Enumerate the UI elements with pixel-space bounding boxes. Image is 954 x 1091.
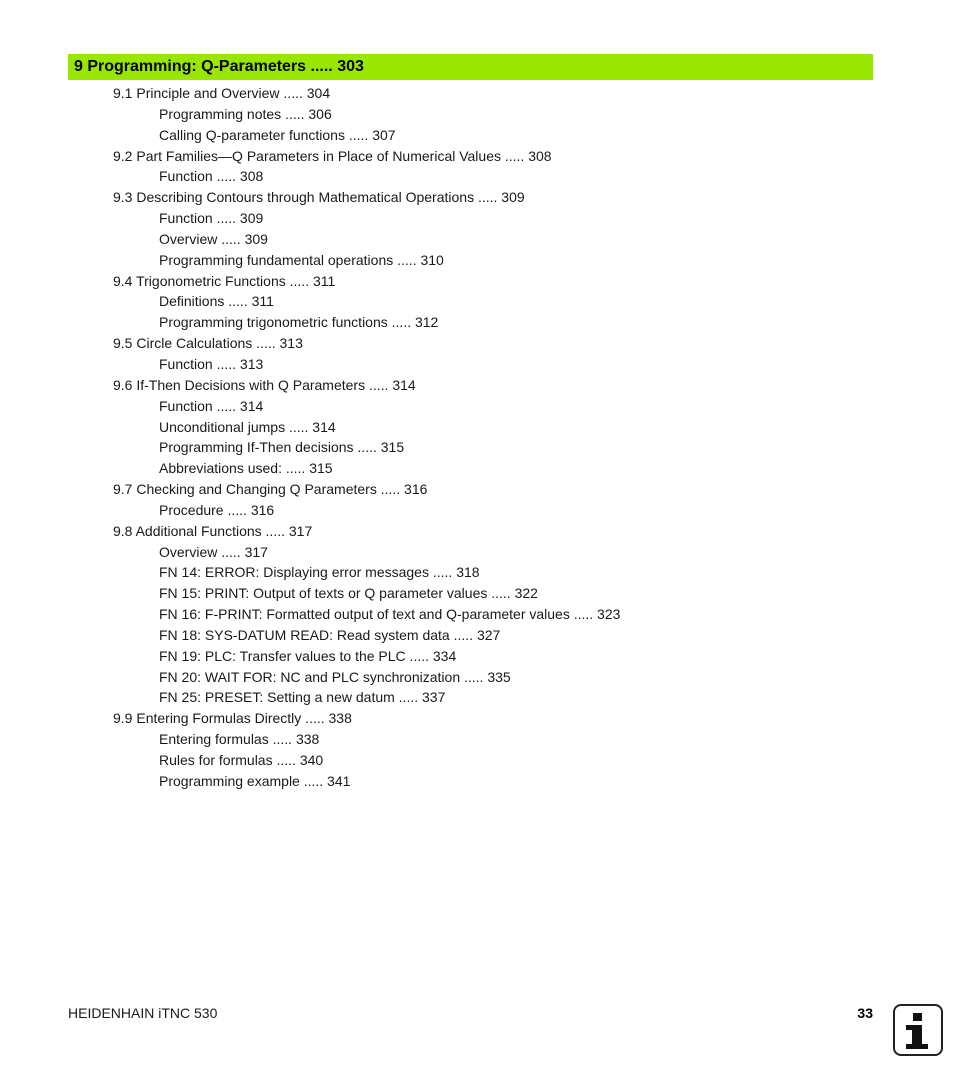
toc-subsection-entry: FN 18: SYS-DATUM READ: Read system data ..... 327 — [159, 626, 501, 643]
toc-subsection-entry: Unconditional jumps ..... 314 — [159, 418, 336, 435]
toc-subsection-entry: Calling Q-parameter functions ..... 307 — [159, 126, 396, 143]
toc-subsection-entry: Definitions ..... 311 — [159, 293, 274, 310]
toc-section-entry: 9.2 Part Families—Q Parameters in Place of Numerical Values ..... 308 — [113, 147, 552, 164]
chapter-heading-bar — [68, 54, 873, 80]
toc-subsection-entry: Overview ..... 317 — [159, 543, 268, 560]
toc-subsection-entry: FN 14: ERROR: Displaying error messages ..... 318 — [159, 564, 480, 581]
table-of-contents — [0, 83, 954, 792]
toc-subsection-entry: FN 16: F-PRINT: Formatted output of text and Q-parameter values ..... 323 — [159, 606, 621, 623]
toc-subsection-entry: Programming notes ..... 306 — [159, 105, 332, 122]
toc-subsection-entry: Programming fundamental operations ..... 310 — [159, 251, 444, 268]
toc-subsection-entry: FN 25: PRESET: Setting a new datum ..... 337 — [159, 689, 446, 706]
toc-section-entry: 9.6 If-Then Decisions with Q Parameters ..... 314 — [113, 376, 416, 393]
toc-subsection-entry: FN 20: WAIT FOR: NC and PLC synchronization ..... 335 — [159, 668, 511, 685]
info-glyph — [895, 1006, 941, 1054]
toc-subsection-entry: FN 15: PRINT: Output of texts or Q parameter values ..... 322 — [159, 585, 538, 602]
toc-subsection-entry: Rules for formulas ..... 340 — [159, 752, 324, 768]
toc-subsection-entry: Overview ..... 309 — [159, 230, 268, 247]
toc-section-entry: 9.8 Additional Functions ..... 317 — [113, 522, 313, 539]
toc-subsection-entry: Programming example ..... 341 — [159, 772, 351, 789]
info-icon — [893, 1004, 943, 1056]
toc-subsection-entry: Abbreviations used: ..... 315 — [159, 460, 333, 477]
toc-subsection-entry: Procedure ..... 316 — [159, 501, 275, 518]
toc-section-entry: 9.9 Entering Formulas Directly ..... 338 — [113, 710, 352, 727]
toc-section-entry: 9.3 Describing Contours through Mathematical Operations ..... 309 — [113, 189, 525, 206]
page-number: 33 — [857, 1005, 873, 1021]
toc-subsection-entry: Function ..... 308 — [159, 168, 264, 185]
toc-subsection-entry: Function ..... 313 — [159, 355, 264, 372]
toc-section-entry: 9.4 Trigonometric Functions ..... 311 — [113, 272, 336, 289]
toc-section-entry: 9.1 Principle and Overview ..... 304 — [113, 85, 331, 101]
footer-product-name: HEIDENHAIN iTNC 530 — [68, 1005, 218, 1021]
toc-subsection-entry: Entering formulas ..... 338 — [159, 731, 320, 748]
toc-section-entry: 9.7 Checking and Changing Q Parameters ..... 316 — [113, 481, 428, 498]
toc-subsection-entry: Programming trigonometric functions ..... 312 — [159, 314, 439, 331]
toc-section-entry: 9.5 Circle Calculations ..... 313 — [113, 335, 303, 352]
toc-subsection-entry: FN 19: PLC: Transfer values to the PLC ..... 334 — [159, 647, 457, 664]
chapter-title: 9 Programming: Q-Parameters ..... 303 — [74, 58, 364, 75]
toc-subsection-entry: Programming If-Then decisions ..... 315 — [159, 439, 405, 456]
toc-subsection-entry: Function ..... 314 — [159, 397, 264, 414]
toc-subsection-entry: Function ..... 309 — [159, 210, 264, 227]
